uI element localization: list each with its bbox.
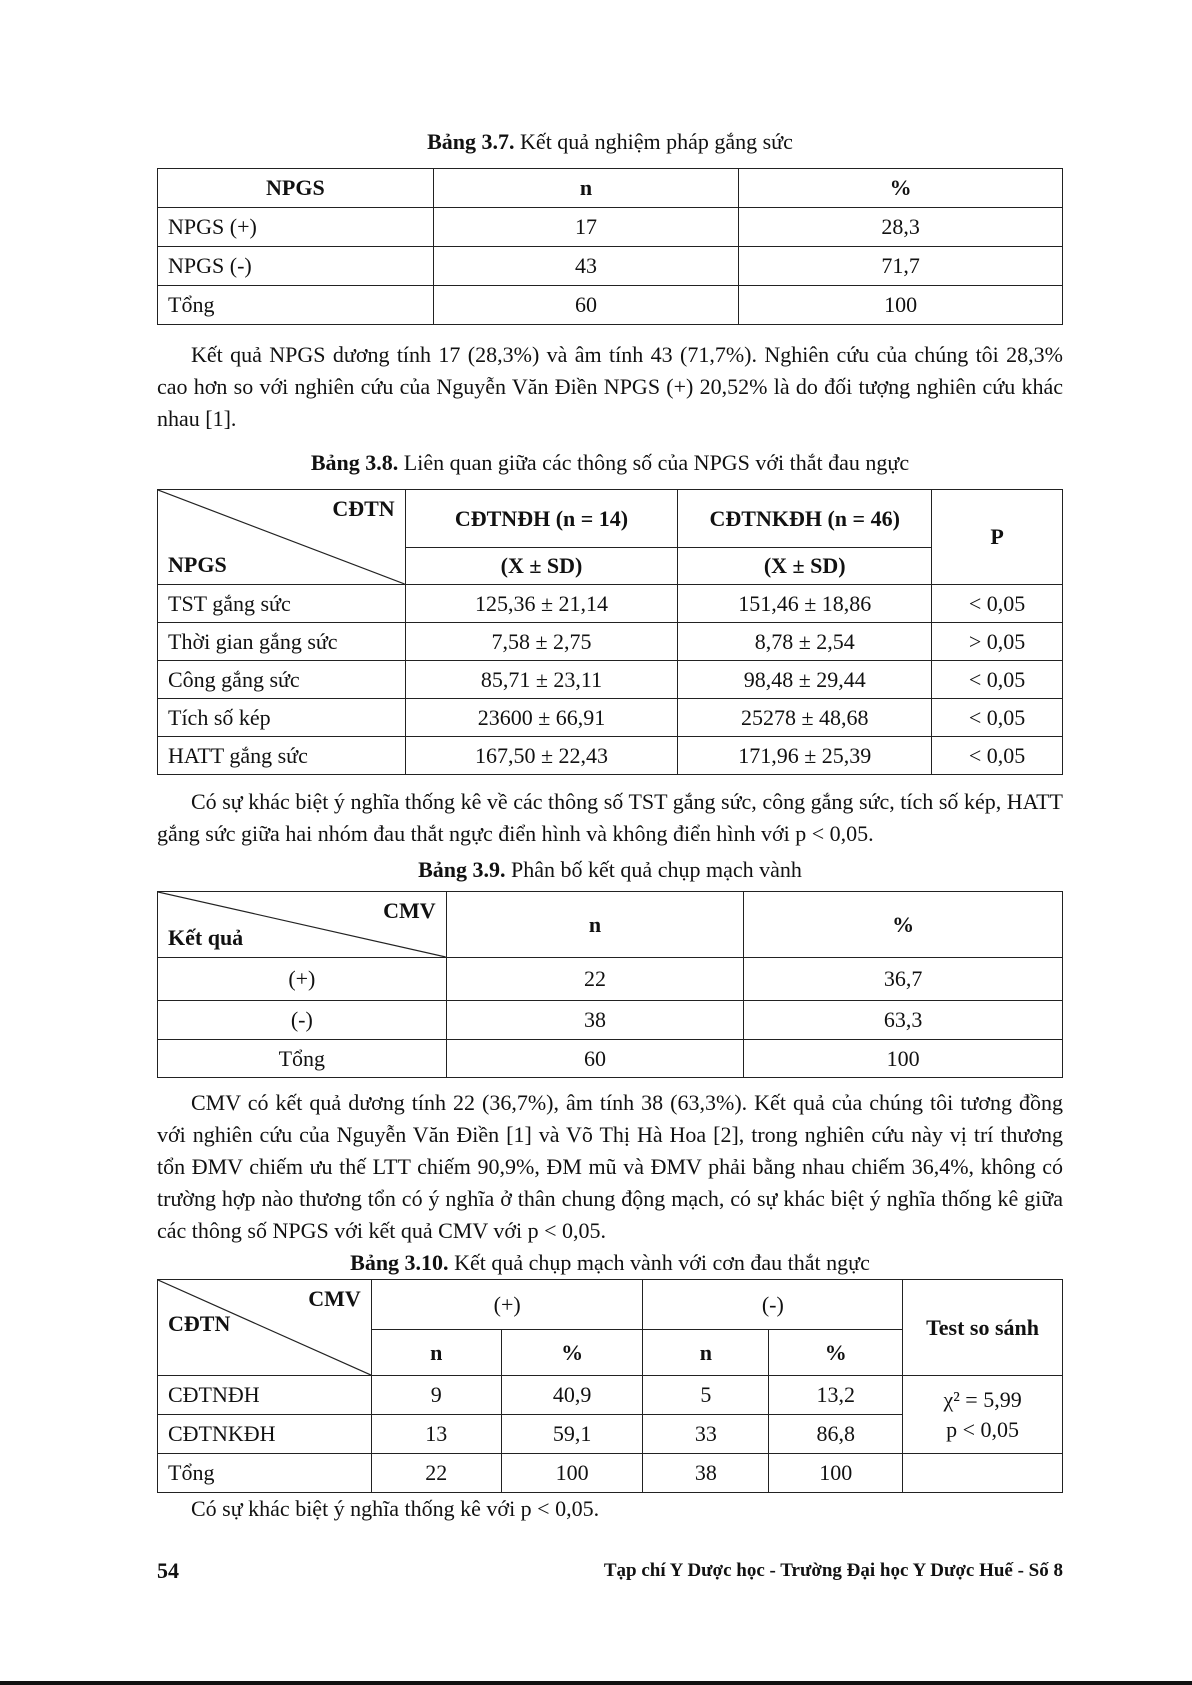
- table-3-10-caption: Bảng 3.10. Kết quả chụp mạch vành với cơn đau thắt ngực: [350, 1250, 870, 1275]
- journal-name: Tạp chí Y Dược học - Trường Đại học Y Dược Huế - Số 8: [603, 1560, 1063, 1581]
- cell: 86,8: [769, 1415, 903, 1454]
- subheader-mean-sd: (X ± SD): [405, 548, 678, 585]
- cell: 43: [433, 247, 739, 286]
- cell: Tổng: [158, 1454, 372, 1493]
- cell: 22: [446, 958, 744, 1001]
- header-n: n: [446, 892, 744, 958]
- diag-bottom-label: Kết quả: [168, 925, 244, 950]
- page-number: 54: [157, 1558, 179, 1583]
- table-3-9-caption: Bảng 3.9. Phân bố kết quả chụp mạch vành: [418, 857, 802, 882]
- cell: Tích số kép: [158, 699, 406, 737]
- table-row: [158, 286, 1063, 325]
- table-row: [158, 1376, 1063, 1415]
- cell: 60: [446, 1040, 744, 1078]
- cell: 100: [739, 286, 1063, 325]
- subheader-mean-sd: (X ± SD): [678, 548, 932, 585]
- cell: < 0,05: [932, 699, 1063, 737]
- cell: CĐTNĐH: [158, 1376, 372, 1415]
- table-row: [158, 737, 1063, 775]
- table-row: [158, 1001, 1063, 1040]
- diag-top-label: CĐTN: [332, 496, 395, 521]
- cell: 167,50 ± 22,43: [405, 737, 678, 775]
- table-row: [158, 1454, 1063, 1493]
- cell: < 0,05: [932, 585, 1063, 623]
- chi-square-value: χ² = 5,99: [943, 1386, 1022, 1412]
- cell: < 0,05: [932, 661, 1063, 699]
- cell: > 0,05: [932, 623, 1063, 661]
- cell: 63,3: [744, 1001, 1063, 1040]
- cell: Tổng: [158, 286, 434, 325]
- table-3-10: [157, 1279, 1063, 1493]
- cell: 85,71 ± 23,11: [405, 661, 678, 699]
- subheader-percent: %: [769, 1330, 903, 1376]
- cell: 171,96 ± 25,39: [678, 737, 932, 775]
- cell: 125,36 ± 21,14: [405, 585, 678, 623]
- cell: NPGS (+): [158, 208, 434, 247]
- diagonal-header-cell: [158, 1280, 372, 1376]
- p-value: p < 0,05: [946, 1416, 1020, 1442]
- header-p: P: [932, 490, 1063, 585]
- paragraph-1: Kết quả NPGS dương tính 17 (28,3%) và âm tính 43 (71,7%). Nghiên cứu của chúng tôi 28,3% cao hơn so với nghiên cứu của Nguyễn Văn Điền NPGS (+) 20,52% là do đối tượng nghiên cứu khác nhau [1].: [157, 342, 1063, 431]
- cell: 60: [433, 286, 739, 325]
- table-row: [158, 623, 1063, 661]
- header-cdtnkdh: CĐTNKĐH (n = 46): [678, 490, 932, 548]
- diag-top-label: CMV: [383, 898, 436, 923]
- cell: 33: [643, 1415, 769, 1454]
- cell: 7,58 ± 2,75: [405, 623, 678, 661]
- header-group-negative: (-): [643, 1280, 903, 1330]
- cell: 100: [769, 1454, 903, 1493]
- subheader-n: n: [643, 1330, 769, 1376]
- header-percent: %: [739, 169, 1063, 208]
- cell: NPGS (-): [158, 247, 434, 286]
- cell: 17: [433, 208, 739, 247]
- cell: < 0,05: [932, 737, 1063, 775]
- diag-top-label: CMV: [308, 1286, 361, 1311]
- header-test: Test so sánh: [903, 1280, 1063, 1376]
- cell: 38: [446, 1001, 744, 1040]
- cell: Thời gian gắng sức: [158, 623, 406, 661]
- header-percent: %: [744, 892, 1063, 958]
- paragraph-4: Có sự khác biệt ý nghĩa thống kê với p < 0,05.: [191, 1496, 600, 1521]
- diagonal-header-cell: [158, 490, 406, 585]
- cell: HATT gắng sức: [158, 737, 406, 775]
- cell: 59,1: [501, 1415, 643, 1454]
- cell: Tổng: [158, 1040, 447, 1078]
- table-row: [158, 1040, 1063, 1078]
- header-cdtndh: CĐTNĐH (n = 14): [405, 490, 678, 548]
- cell: CĐTNKĐH: [158, 1415, 372, 1454]
- cell: 8,78 ± 2,54: [678, 623, 932, 661]
- header-n: n: [433, 169, 739, 208]
- table-3-8: [157, 489, 1063, 775]
- cell: 40,9: [501, 1376, 643, 1415]
- cell: 22: [371, 1454, 501, 1493]
- cell: 38: [643, 1454, 769, 1493]
- diag-bottom-label: NPGS: [168, 552, 227, 577]
- cell: 23600 ± 66,91: [405, 699, 678, 737]
- table-row: [158, 585, 1063, 623]
- cell: TST gắng sức: [158, 585, 406, 623]
- cell: 13,2: [769, 1376, 903, 1415]
- cell: 9: [371, 1376, 501, 1415]
- cell: 28,3: [739, 208, 1063, 247]
- empty-cell: [903, 1454, 1063, 1493]
- cell: 5: [643, 1376, 769, 1415]
- diag-bottom-label: CĐTN: [168, 1311, 231, 1336]
- subheader-percent: %: [501, 1330, 643, 1376]
- table-row: [158, 699, 1063, 737]
- table-3-9: [157, 891, 1063, 1078]
- table-3-7: [157, 168, 1063, 325]
- table-3-8-caption: Bảng 3.8. Liên quan giữa các thông số của NPGS với thắt đau ngực: [310, 450, 910, 475]
- cell: Công gắng sức: [158, 661, 406, 699]
- cell: 100: [744, 1040, 1063, 1078]
- cell: 100: [501, 1454, 643, 1493]
- cell: (-): [158, 1001, 447, 1040]
- table-header-row: [158, 169, 1063, 208]
- table-row: [158, 247, 1063, 286]
- subheader-n: n: [371, 1330, 501, 1376]
- paragraph-2: Có sự khác biệt ý nghĩa thống kê về các thông số TST gắng sức, công gắng sức, tích số kép, HATT gắng sức giữa hai nhóm đau thắt ngực điển hình và không điển hình với p < 0,05.: [157, 789, 1063, 846]
- table-row: [158, 208, 1063, 247]
- header-group-positive: (+): [371, 1280, 643, 1330]
- cell: (+): [158, 958, 447, 1001]
- cell: 151,46 ± 18,86: [678, 585, 932, 623]
- header-npgs: NPGS: [158, 169, 434, 208]
- test-result-cell: [903, 1376, 1063, 1454]
- cell: 25278 ± 48,68: [678, 699, 932, 737]
- cell: 36,7: [744, 958, 1063, 1001]
- diagonal-header-cell: [158, 892, 447, 958]
- table-row: [158, 661, 1063, 699]
- table-3-7-caption: Bảng 3.7. Kết quả nghiệm pháp gắng sức: [427, 129, 793, 154]
- bottom-edge-bar: [0, 1681, 1192, 1685]
- paragraph-3: CMV có kết quả dương tính 22 (36,7%), âm tính 38 (63,3%). Kết quả của chúng tôi tương đồng với nghiên cứu của Nguyễn Văn Điền [1] và Võ Thị Hà Hoa [2], trong nghiên cứu này vị trí thương tổn ĐMV chiếm ưu thế LTT chiếm 90,9%, ĐM mũ và ĐMV phải bằng nhau chiếm 36,4%, không có trường hợp nào thương tổn có ý nghĩa ở thân chung động mạch, có sự khác biệt ý nghĩa thống kê giữa các thông số NPGS với kết quả CMV với p < 0,05.: [157, 1090, 1063, 1243]
- table-row: [158, 958, 1063, 1001]
- cell: 71,7: [739, 247, 1063, 286]
- cell: 98,48 ± 29,44: [678, 661, 932, 699]
- cell: 13: [371, 1415, 501, 1454]
